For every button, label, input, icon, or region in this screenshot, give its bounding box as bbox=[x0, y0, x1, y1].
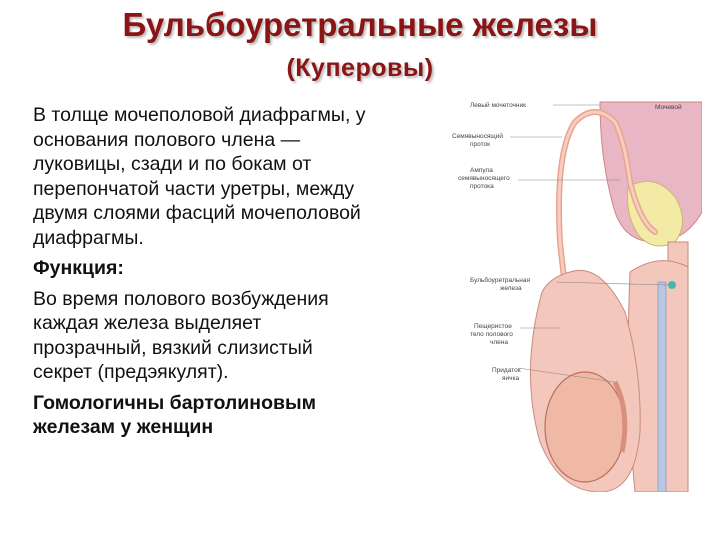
function-heading: Функция: bbox=[33, 257, 124, 279]
anatomy-illustration bbox=[450, 92, 702, 492]
label-appendage: Придаток bbox=[492, 367, 521, 374]
location-line: основания полового члена — bbox=[33, 128, 301, 151]
bulbourethral-gland-marker bbox=[668, 281, 676, 289]
slide-title: Бульбоуретральные железы bbox=[122, 6, 598, 43]
function-line: каждая железа выделяет bbox=[33, 312, 262, 334]
location-line: В толще мочеполовой диафрагмы, у bbox=[33, 104, 366, 126]
location-line: двумя слоями фасций мочеполовой bbox=[33, 202, 361, 224]
label-spongy: Пещеристое bbox=[474, 323, 512, 330]
label-appendage: яичка bbox=[502, 375, 520, 382]
urethra-shape bbox=[658, 282, 666, 492]
label-vas: Левый мочеточник bbox=[470, 102, 526, 109]
label-bulbourethral: железа bbox=[500, 285, 522, 292]
homolog-line: Гомологичны бартолиновым bbox=[33, 391, 317, 414]
label-ampulla: семявыносящего bbox=[458, 175, 510, 182]
anatomy-figure bbox=[450, 92, 702, 492]
testis-shape bbox=[545, 372, 625, 482]
location-line: перепончатой части уретры, между bbox=[33, 177, 355, 200]
label-ampulla: Ампула bbox=[470, 167, 493, 174]
function-line: секрет (предэякулят). bbox=[33, 361, 229, 383]
label-seminal-duct: проток bbox=[470, 141, 490, 148]
homolog-line: железам у женщин bbox=[33, 416, 214, 438]
location-line: луковицы, сзади и по бокам от bbox=[33, 153, 312, 175]
body-text bbox=[33, 103, 451, 440]
label-spongy: тело полового bbox=[470, 331, 513, 338]
label-bladder: Мочевой bbox=[655, 104, 682, 111]
label-spongy: члена bbox=[490, 339, 508, 346]
label-seminal-duct: Семявыносящий bbox=[452, 133, 504, 140]
label-ampulla: протока bbox=[470, 183, 494, 190]
slide-subtitle: (Куперовы) bbox=[286, 54, 434, 82]
function-line: Во время полового возбуждения bbox=[33, 287, 329, 310]
location-line: диафрагмы. bbox=[33, 226, 144, 249]
label-bulbourethral: Бульбоуретральная bbox=[470, 277, 530, 284]
function-line: прозрачный, вязкий слизистый bbox=[33, 336, 313, 359]
